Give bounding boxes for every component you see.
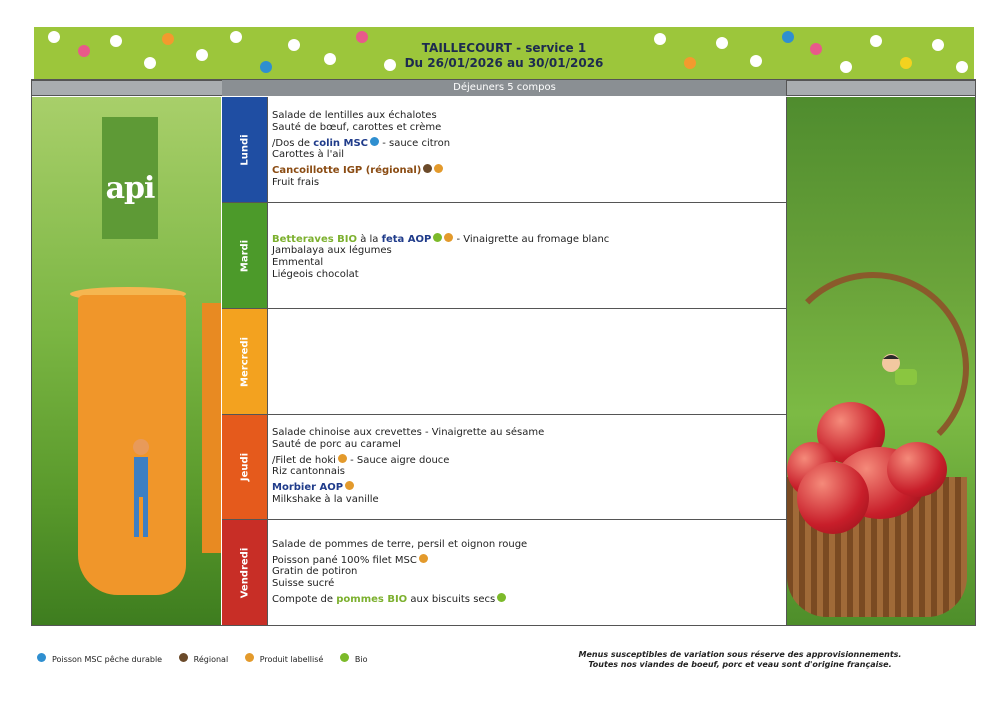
- meal-type-header: Déjeuners 5 compos: [222, 80, 787, 96]
- apple: [797, 462, 869, 534]
- menu-item: Jambalaya aux légumes: [272, 245, 392, 256]
- menu-item: Compote de pommes BIO aux biscuits secs: [272, 593, 506, 606]
- bio-icon: [433, 233, 442, 242]
- page-title: [34, 41, 974, 71]
- menu-item: Cancoillotte IGP (régional): [272, 164, 443, 177]
- menu-item: Gratin de potiron: [272, 566, 358, 577]
- msc-icon: [37, 653, 46, 662]
- menu-item: Poisson pané 100% filet MSC: [272, 554, 428, 567]
- menu-item: /Filet de hoki - Sauce aigre douce: [272, 455, 450, 466]
- child-climbing-illustration: [879, 351, 939, 411]
- day-label-vendredi: Vendredi: [222, 520, 267, 625]
- subhead-right: [786, 80, 976, 96]
- menu-item: Betteraves BIO à la feta AOP - Vinaigrette au fromage blanc: [272, 234, 610, 245]
- menu-site-title: TAILLECOURT - service 1: [421, 41, 587, 55]
- legend: [35, 653, 380, 664]
- label-icon: [338, 454, 347, 463]
- menu-item: Salade chinoise aux crevettes - Vinaigrette au sésame: [272, 427, 545, 438]
- label-icon: [444, 233, 453, 242]
- menu-item: Salade de pommes de terre, persil et oignon rouge: [272, 539, 528, 550]
- bio-icon: [497, 593, 506, 602]
- menu-item: Sauté de bœuf, carottes et crème: [272, 122, 442, 133]
- api-logo: [102, 117, 158, 239]
- menu-item: Sauté de porc au caramel: [272, 439, 401, 450]
- label-icon: [245, 653, 254, 662]
- label-icon: [419, 554, 428, 563]
- menu-cell-mercredi: [267, 309, 787, 415]
- legend-item-label: Produit labellisé: [243, 655, 330, 664]
- legend-item-bio: Bio: [338, 655, 374, 664]
- legend-item-msc: Poisson MSC pêche durable: [35, 655, 168, 664]
- menu-item: Milkshake à la vanille: [272, 494, 379, 505]
- header-banner: [34, 27, 974, 79]
- menu-item: Emmental: [272, 257, 324, 268]
- menu-item: /Dos de colin MSC - sauce citron: [272, 138, 451, 149]
- menu-item: Suisse sucré: [272, 578, 335, 589]
- msc-icon: [370, 137, 379, 146]
- label-icon: [434, 164, 443, 173]
- regional-icon: [423, 164, 432, 173]
- day-label-lundi: Lundi: [222, 97, 267, 203]
- menu-item: Liégeois chocolat: [272, 269, 359, 280]
- menu-item: Fruit frais: [272, 177, 320, 188]
- menu-item: Morbier AOP: [272, 481, 354, 494]
- day-label-mardi: Mardi: [222, 203, 267, 309]
- menu-item: Salade de lentilles aux échalotes: [272, 110, 437, 121]
- child-illustration: [128, 437, 154, 547]
- apple: [887, 442, 947, 497]
- regional-icon: [179, 653, 188, 662]
- menu-item: Riz cantonnais: [272, 466, 345, 477]
- api-logo-text: api: [105, 171, 155, 206]
- disclaimer-note: Menus susceptibles de variation sous réserve des approvisionnements.: [578, 650, 902, 659]
- day-label-mercredi: Mercredi: [222, 309, 267, 415]
- menu-item: Carottes à l'ail: [272, 149, 345, 160]
- subhead-left: [31, 80, 223, 96]
- day-label-jeudi: Jeudi: [222, 415, 267, 520]
- left-photo-boots: [32, 97, 221, 625]
- boot-back: [202, 303, 221, 553]
- menu-date-range: Du 26/01/2026 au 30/01/2026: [404, 56, 604, 70]
- legend-item-regional: Régional: [177, 655, 235, 664]
- origin-note: Toutes nos viandes de boeuf, porc et veau sont d'origine française.: [588, 660, 892, 669]
- bio-icon: [340, 653, 349, 662]
- label-icon: [345, 481, 354, 490]
- right-photo-apples: [787, 97, 975, 625]
